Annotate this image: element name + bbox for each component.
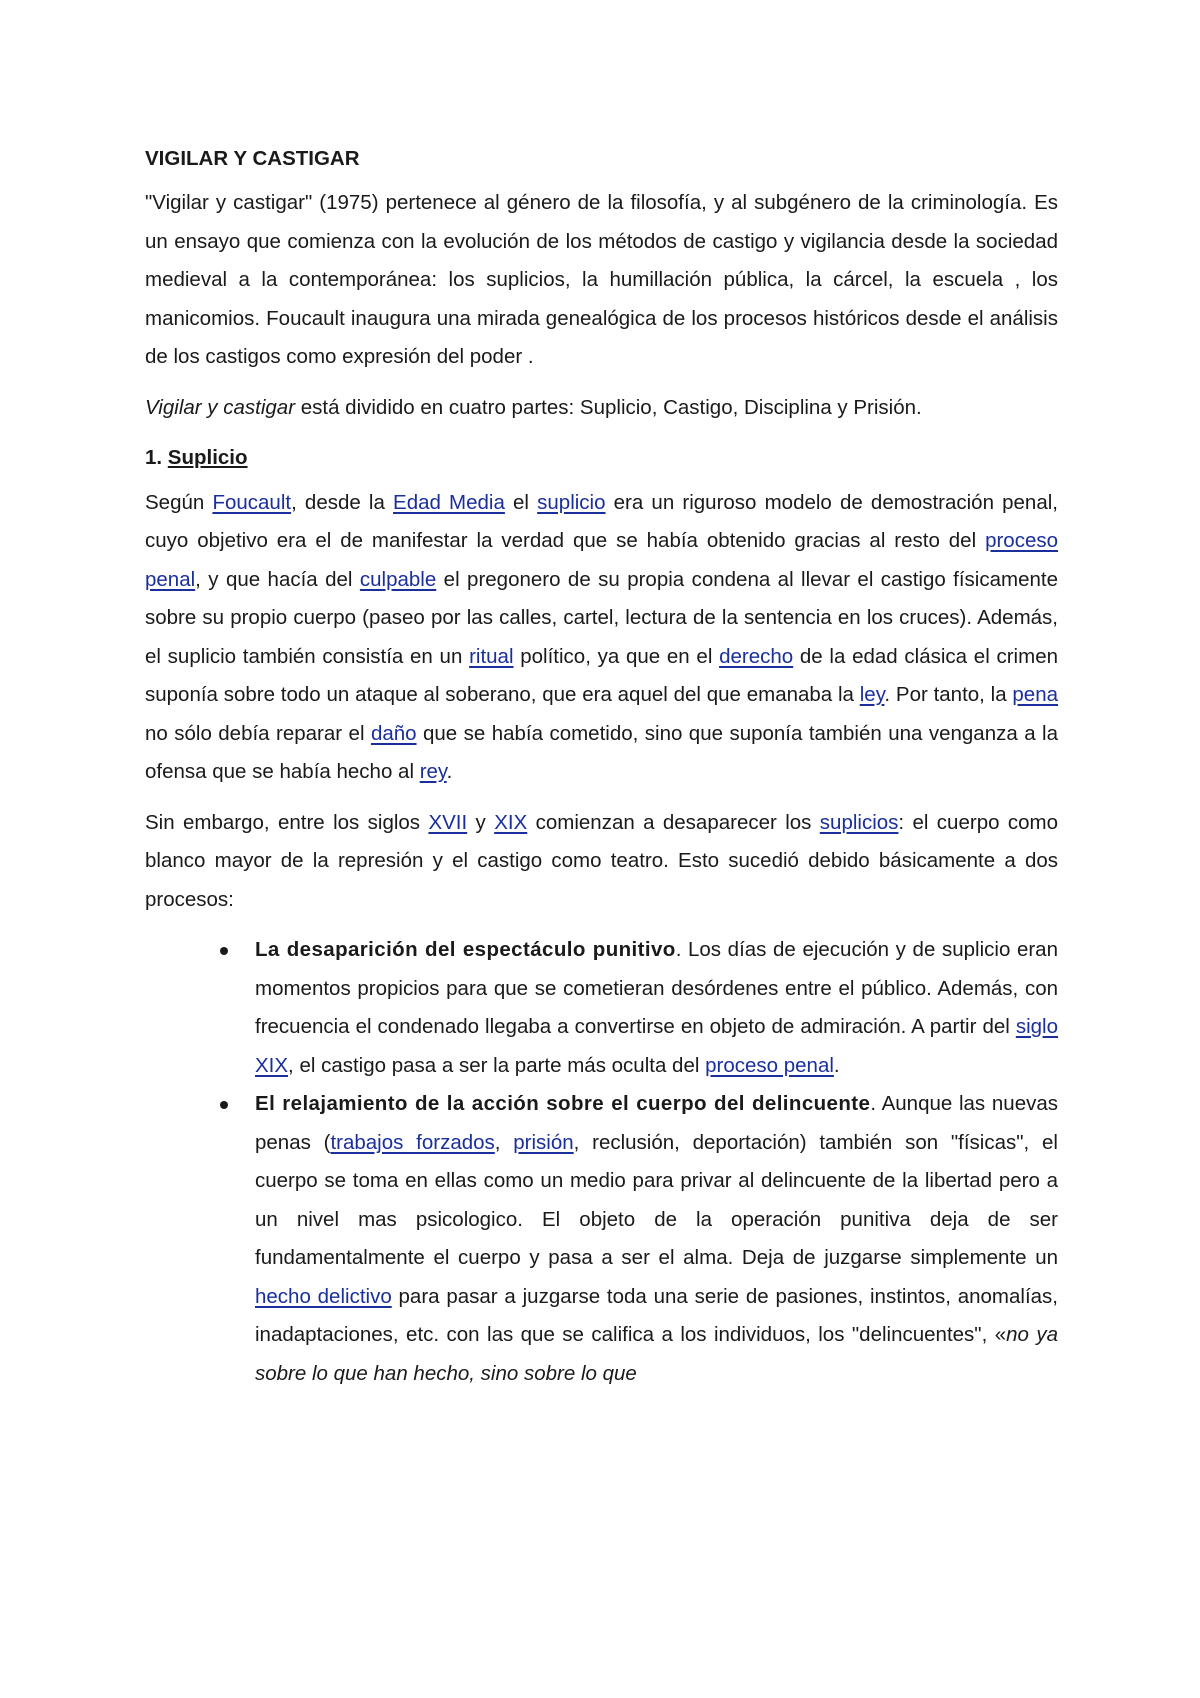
link-xix[interactable]: XIX (494, 810, 528, 834)
link-siglo-xix[interactable]: siglo XIX (255, 1015, 1058, 1077)
paragraph-siglos: Sin embargo, entre los siglos XVII y XIX comienzan a desaparecer los suplicios: el cuerpo como blanco mayor de la represión y el castigo como teatro. Esto sucedió debido básicamente a dos procesos: (145, 810, 1058, 911)
link-foucault[interactable]: Foucault (212, 490, 292, 514)
link-xvii[interactable]: XVII (428, 810, 468, 834)
list-item: La desaparición del espectáculo punitivo. Los días de ejecución y de suplicio eran momentos propicios para que se cometieran desórdenes entre el público. Además, con frecuencia el condenado llegaba a convertirse en objeto de admiración. A partir del siglo XIX, el castigo pasa a ser la parte más oculta del proceso penal. (255, 931, 1058, 1085)
link-trabajos-forzados[interactable]: trabajos forzados (330, 1130, 495, 1154)
bullet-lead: El relajamiento de la acción sobre el cuerpo del delincuente (255, 1092, 871, 1115)
parts-paragraph: Vigilar y castigar está dividido en cuatro partes: Suplicio, Castigo, Disciplina y Prisión. (145, 395, 922, 419)
link-proceso-penal[interactable]: proceso penal (145, 529, 1058, 591)
link-prision[interactable]: prisión (513, 1130, 574, 1154)
document-title: VIGILAR Y CASTIGAR (145, 147, 360, 170)
link-ley[interactable]: ley (859, 683, 885, 706)
link-suplicio[interactable]: suplicio (537, 490, 606, 514)
link-pena[interactable]: pena (1012, 683, 1059, 706)
link-culpable[interactable]: culpable (359, 567, 437, 591)
section-heading-suplicio: 1. Suplicio (145, 446, 248, 469)
bullet-list (145, 931, 1058, 1393)
document-page (145, 140, 1058, 1393)
book-title-italic: Vigilar y castigar (145, 395, 296, 419)
bullet-icon (220, 1101, 228, 1109)
quote-italic: no ya sobre lo que han hecho, sino sobre lo que (255, 1323, 1058, 1385)
link-derecho[interactable]: derecho (719, 644, 794, 668)
link-suplicios[interactable]: suplicios (819, 810, 899, 834)
bullet-lead: La desaparición del espectáculo punitivo (255, 938, 676, 961)
section-title: Suplicio (167, 446, 248, 469)
intro-paragraph: "Vigilar y castigar" (1975) pertenece al género de la filosofía, y al subgénero de la criminología. Es un ensayo que comienza con la evolución de los métodos de castigo y vigilancia desde la sociedad medieval a la contemporánea: los suplicios, la humillación pública, la cárcel, la escuela , los manicomios. Foucault inaugura una mirada genealógica de los procesos históricos desde el análisis de los castigos como expresión del poder . (145, 191, 1058, 368)
link-proceso-penal-2[interactable]: proceso penal (705, 1053, 834, 1077)
link-dano[interactable]: daño (370, 721, 417, 745)
bullet-icon (220, 947, 228, 955)
link-rey[interactable]: rey (419, 760, 447, 783)
link-edad-media[interactable]: Edad Media (393, 490, 505, 514)
list-item: El relajamiento de la acción sobre el cuerpo del delincuente. Aunque las nuevas penas (trabajos forzados, prisión, reclusión, deportación) también son "físicas", el cuerpo se toma en ellas como un medio para privar al delincuente de la libertad pero a un nivel mas psicologico. El objeto de la operación punitiva deja de ser fundamentalmente el cuerpo y pasa a ser el alma. Deja de juzgarse simplemente un hecho delictivo para pasar a juzgarse toda una serie de pasiones, instintos, anomalías, inadaptaciones, etc. con las que se califica a los individuos, los "delincuentes", «no ya sobre lo que han hecho, sino sobre lo que (255, 1085, 1058, 1393)
paragraph-suplicio: Según Foucault, desde la Edad Media el suplicio era un riguroso modelo de demostración penal, cuyo objetivo era el de manifestar la verdad que se había obtenido gracias al resto del proceso penal, y que hacía del culpable el pregonero de su propia condena al llevar el castigo físicamente sobre su propio cuerpo (paseo por las calles, cartel, lectura de la sentencia en los cruces). Además, el suplicio también consistía en un ritual político, ya que en el derecho de la edad clásica el crimen suponía sobre todo un ataque al soberano, que era aquel del que emanaba la ley. Por tanto, la pena no sólo debía reparar el daño que se había cometido, sino que suponía también una venganza a la ofensa que se había hecho al rey. (145, 490, 1059, 783)
link-ritual[interactable]: ritual (469, 644, 514, 668)
link-hecho-delictivo[interactable]: hecho delictivo (255, 1284, 392, 1308)
